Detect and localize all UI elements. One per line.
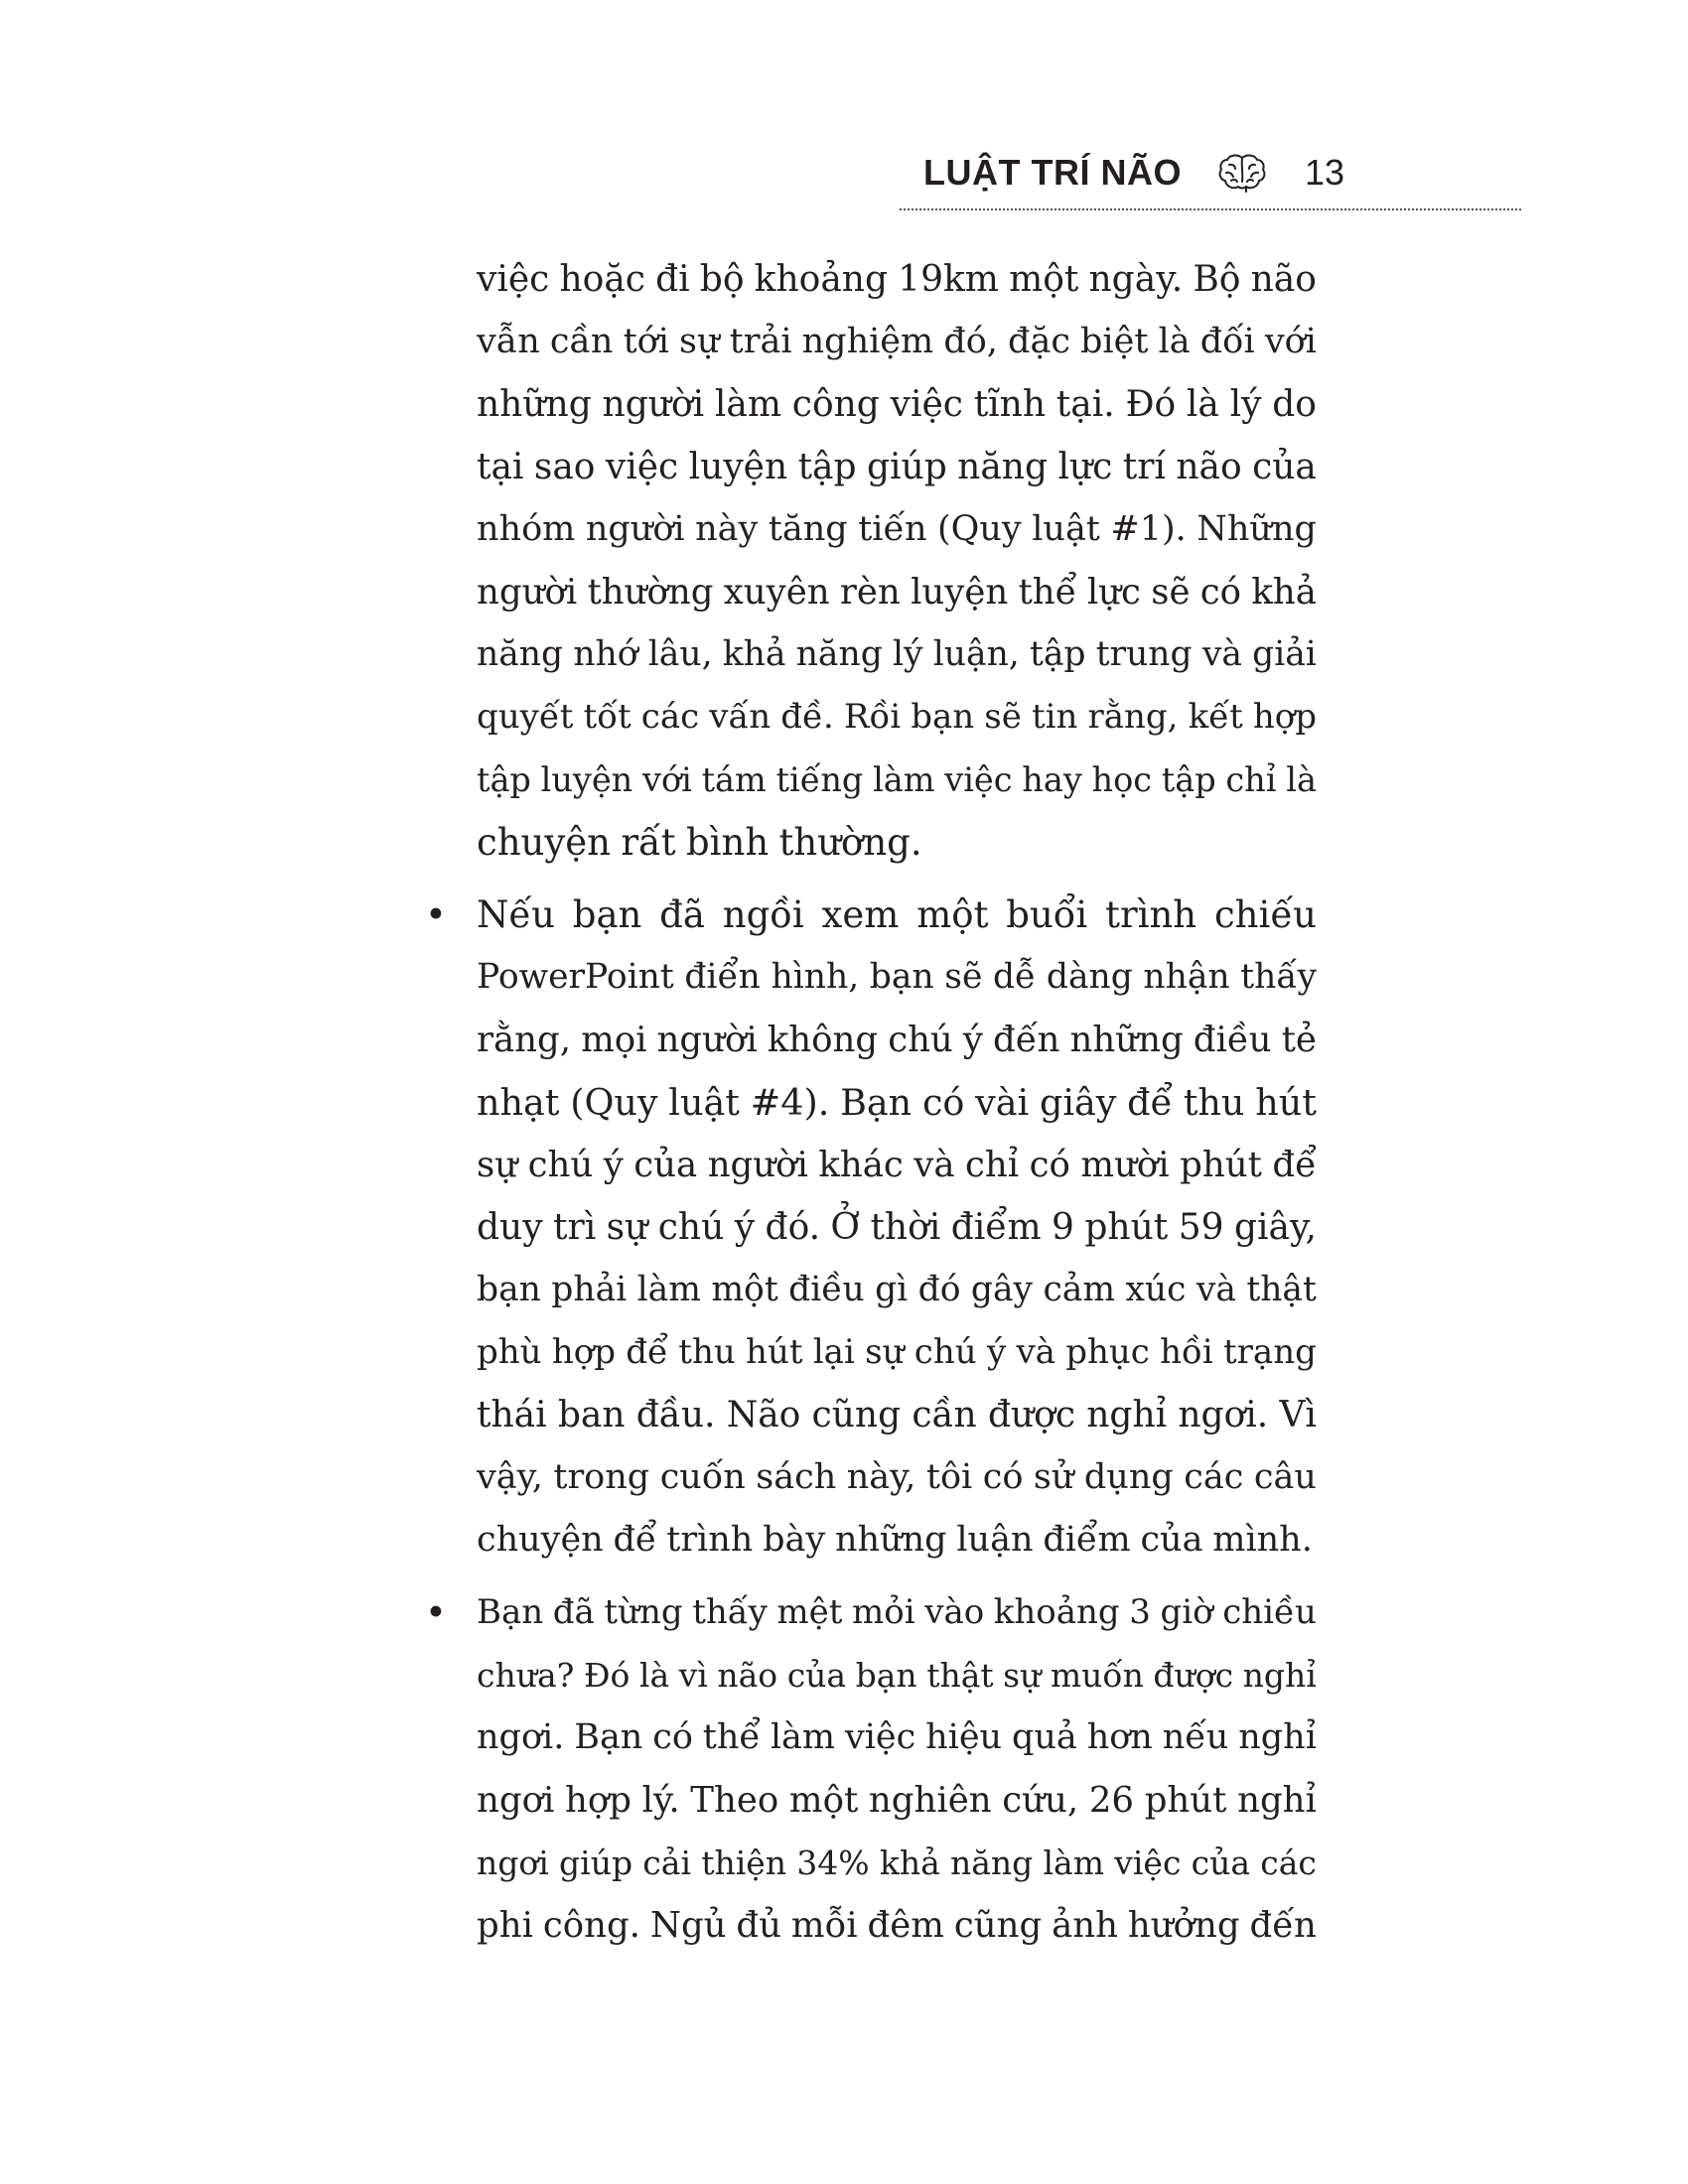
text-line: thái ban đầu. Não cũng cần được nghỉ ngơi. Vì — [477, 1395, 1317, 1435]
bullet-marker: • — [425, 893, 447, 936]
text-line: ngơi giúp cải thiện 34% khả năng làm việc của các — [477, 1843, 1317, 1882]
bullet-item-afternoon-fatigue — [425, 1581, 1317, 1957]
body-text — [425, 248, 1317, 1957]
text-line: vẫn cần tới sự trải nghiệm đó, đặc biệt là đối với — [477, 322, 1317, 361]
text-line: ngơi hợp lý. Theo một nghiên cứu, 26 phút nghỉ — [477, 1780, 1317, 1821]
text-line: phi công. Ngủ đủ mỗi đêm cũng ảnh hưởng đến — [477, 1905, 1317, 1946]
text-line: PowerPoint điển hình, bạn sẽ dễ dàng nhận thấy — [477, 957, 1317, 997]
text-line: nhóm người này tăng tiến (Quy luật #1). Những — [477, 509, 1317, 549]
text-line: chuyện rất bình thường. — [477, 821, 922, 864]
book-title: LUẬT TRÍ NÃO — [923, 152, 1182, 193]
text-line: sự chú ý của người khác và chỉ có mười phút để — [477, 1145, 1317, 1185]
paragraph-continuation — [477, 248, 1317, 874]
text-line: việc hoặc đi bộ khoảng 19km một ngày. Bộ não — [477, 259, 1317, 300]
text-line: tại sao việc luyện tập giúp năng lực trí não của — [477, 447, 1317, 487]
text-line: tập luyện với tám tiếng làm việc hay học tập chỉ là — [477, 760, 1317, 799]
text-line: nhạt (Quy luật #4). Bạn có vài giây để thu hút — [477, 1081, 1317, 1124]
text-line: quyết tốt các vấn đề. Rồi bạn sẽ tin rằng, kết hợp — [477, 697, 1317, 737]
running-header — [923, 147, 1345, 199]
text-line: những người làm công việc tĩnh tại. Đó là lý do — [477, 384, 1317, 425]
text-line: năng nhớ lâu, khả năng lý luận, tập trung và giải — [477, 634, 1317, 674]
text-line: chuyện để trình bày những luận điểm của mình. — [477, 1520, 1313, 1560]
bullet-item-powerpoint — [425, 884, 1317, 1571]
text-line: ngơi. Bạn có thể làm việc hiệu quả hơn nếu nghỉ — [477, 1717, 1317, 1757]
text-line: Bạn đã từng thấy mệt mỏi vào khoảng 3 giờ chiều — [477, 1592, 1317, 1632]
text-line: Nếu bạn đã ngồi xem một buổi trình chiếu — [477, 893, 1317, 936]
text-line: duy trì sự chú ý đó. Ở thời điểm 9 phút 59 giây, — [477, 1207, 1317, 1248]
text-line: bạn phải làm một điều gì đó gây cảm xúc và thật — [477, 1270, 1317, 1309]
text-line: vậy, trong cuốn sách này, tôi có sử dụng các câu — [477, 1457, 1317, 1497]
header-divider — [900, 208, 1521, 210]
text-line: phù hợp để thu hút lại sự chú ý và phục hồi trạng — [477, 1332, 1317, 1372]
text-line: chưa? Đó là vì não của bạn thật sự muốn được nghỉ — [477, 1656, 1317, 1695]
bullet-marker: • — [425, 1591, 447, 1634]
page-number: 13 — [1304, 152, 1345, 193]
text-line: rằng, mọi người không chú ý đến những điều tẻ — [477, 1020, 1317, 1060]
text-line: người thường xuyên rèn luyện thể lực sẽ có khả — [477, 572, 1317, 613]
brain-icon — [1217, 152, 1267, 194]
